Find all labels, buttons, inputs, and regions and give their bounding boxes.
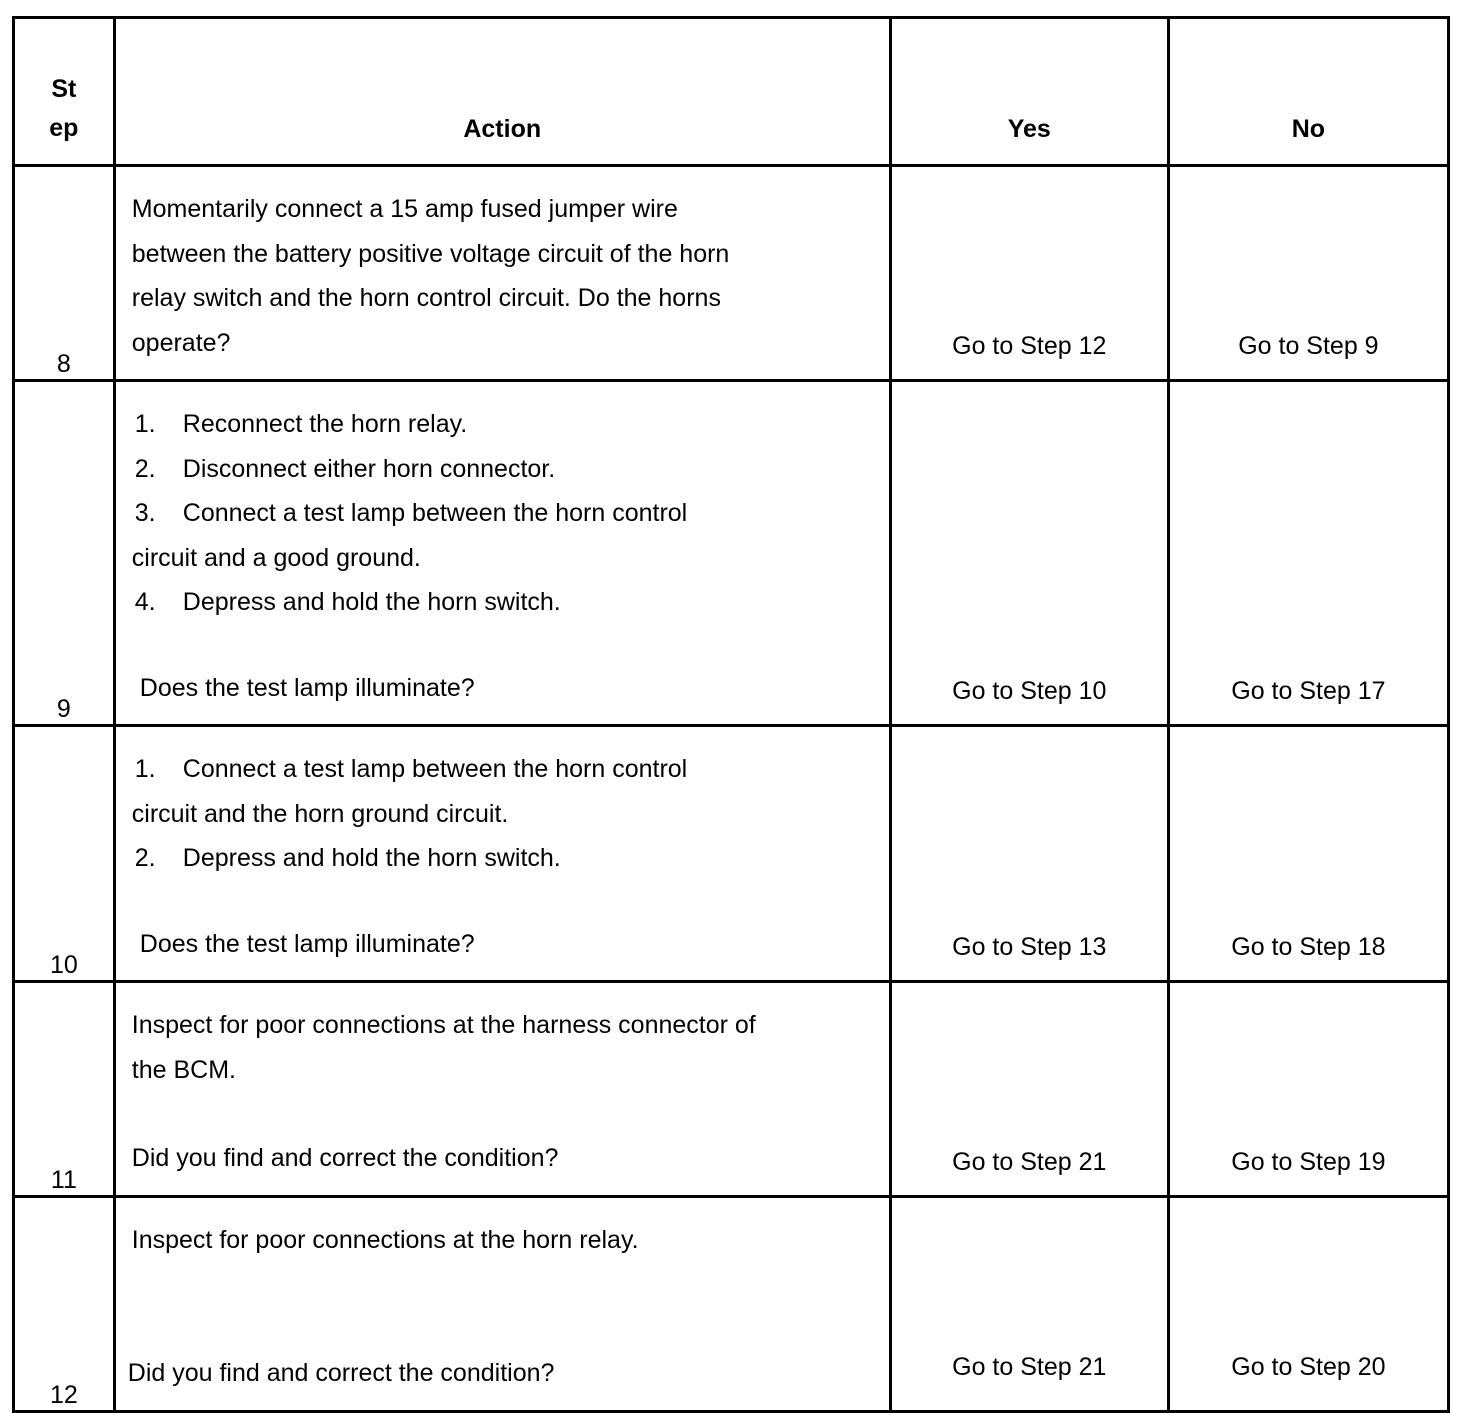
list-item-continuation: circuit and the horn ground circuit. bbox=[131, 799, 509, 828]
step-header bbox=[14, 18, 115, 166]
no-cell: Go to Step 18 bbox=[1168, 726, 1448, 982]
item-text: Depress and hold the horn switch. bbox=[182, 588, 561, 616]
step-number: 12 bbox=[14, 1196, 115, 1411]
question-text: Did you find and correct the condition? bbox=[131, 1144, 559, 1172]
spacer bbox=[132, 881, 889, 922]
step-number: 8 bbox=[14, 166, 115, 381]
diagnostic-table bbox=[12, 16, 1450, 1413]
action-cell bbox=[114, 726, 890, 982]
action-line: operate? bbox=[131, 328, 231, 357]
action-line: the BCM. bbox=[131, 1055, 236, 1084]
action-line: Inspect for poor connections at the harness connector of bbox=[131, 1011, 756, 1039]
yes-cell: Go to Step 12 bbox=[890, 166, 1168, 381]
item-text: Disconnect either horn connector. bbox=[182, 454, 556, 483]
item-number: 2. bbox=[134, 454, 156, 483]
table-row bbox=[14, 166, 1449, 381]
yes-cell: Go to Step 13 bbox=[890, 726, 1168, 982]
step-number: 11 bbox=[14, 982, 115, 1197]
yes-cell: Go to Step 10 bbox=[890, 381, 1168, 726]
table-row bbox=[14, 381, 1449, 726]
table-row bbox=[14, 982, 1449, 1197]
action-header: Action bbox=[114, 18, 890, 166]
list-item bbox=[132, 447, 889, 492]
spacer bbox=[132, 1262, 889, 1351]
list-item bbox=[132, 402, 889, 447]
action-cell bbox=[114, 982, 890, 1197]
yes-cell: Go to Step 21 bbox=[890, 982, 1168, 1197]
action-cell bbox=[114, 1196, 890, 1411]
yes-header: Yes bbox=[890, 18, 1168, 166]
question-text: Did you find and correct the condition? bbox=[127, 1359, 555, 1387]
item-number: 1. bbox=[134, 755, 156, 783]
header-row bbox=[14, 18, 1449, 166]
item-text: Connect a test lamp between the horn control bbox=[182, 499, 688, 527]
item-number: 4. bbox=[134, 588, 156, 616]
no-header: No bbox=[1168, 18, 1448, 166]
list-item-continuation: circuit and a good ground. bbox=[131, 543, 421, 572]
yes-cell: Go to Step 21 bbox=[890, 1196, 1168, 1411]
step-number: 10 bbox=[14, 726, 115, 982]
no-cell: Go to Step 20 bbox=[1168, 1196, 1448, 1411]
spacer bbox=[132, 625, 889, 666]
item-number: 3. bbox=[134, 499, 156, 527]
spacer bbox=[132, 1092, 889, 1136]
item-number: 1. bbox=[134, 410, 156, 438]
action-line: Inspect for poor connections at the horn relay. bbox=[131, 1225, 639, 1254]
action-cell bbox=[114, 166, 890, 381]
item-text: Connect a test lamp between the horn control bbox=[182, 755, 688, 783]
step-header-line-2: ep bbox=[49, 114, 79, 142]
item-text: Depress and hold the horn switch. bbox=[182, 844, 561, 872]
list-item bbox=[132, 747, 889, 792]
table-row bbox=[14, 726, 1449, 982]
list-item bbox=[132, 491, 889, 536]
item-number: 2. bbox=[134, 844, 156, 872]
table-row bbox=[14, 1196, 1449, 1411]
action-cell bbox=[114, 381, 890, 726]
question-text: Does the test lamp illuminate? bbox=[139, 673, 475, 702]
list-item bbox=[132, 836, 889, 881]
step-number: 9 bbox=[14, 381, 115, 726]
no-cell: Go to Step 19 bbox=[1168, 982, 1448, 1197]
action-line: between the battery positive voltage circuit of the horn bbox=[131, 239, 730, 268]
list-item bbox=[132, 580, 889, 625]
no-cell: Go to Step 17 bbox=[1168, 381, 1448, 726]
step-header-line-1: St bbox=[51, 75, 77, 103]
action-line: Momentarily connect a 15 amp fused jumper wire bbox=[131, 195, 678, 223]
item-text: Reconnect the horn relay. bbox=[182, 410, 468, 438]
action-line: relay switch and the horn control circuit. Do the horns bbox=[131, 284, 721, 312]
question-text: Does the test lamp illuminate? bbox=[139, 929, 475, 958]
no-cell: Go to Step 9 bbox=[1168, 166, 1448, 381]
